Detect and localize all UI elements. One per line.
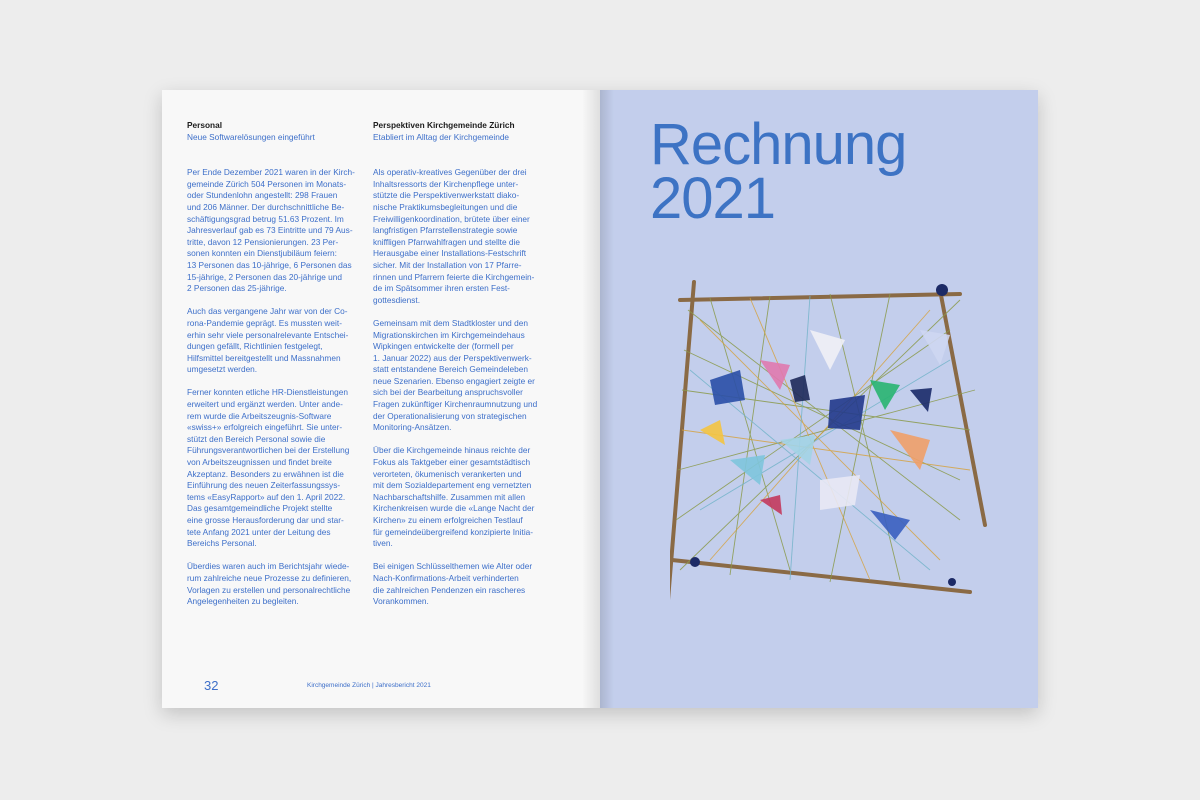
- page-number: 32: [204, 678, 219, 693]
- paragraph: Überdies waren auch im Berichtsjahr wiede- rum zahlreiche neue Prozesse zu definieren, Vorlagen zu erstellen und personalrechtliche Angelegenheiten zu begleiten.: [187, 561, 352, 607]
- column-perspektiven: [373, 120, 551, 619]
- section-heading: Perspektiven Kirchgemeinde Zürich: [373, 120, 515, 130]
- title-line-2: 2021: [650, 166, 776, 231]
- column-personal: [187, 120, 365, 619]
- page-footer: Kirchgemeinde Zürich | Jahresbericht 2021: [307, 682, 431, 689]
- right-page: [600, 90, 1038, 708]
- brochure-spread: [162, 90, 1038, 708]
- section-heading: Personal: [187, 120, 223, 130]
- paragraph: Als operativ-kreatives Gegenüber der drei Inhaltsressorts der Kirchenpflege unter- stützte die Perspektivenwerkstatt diako- nische Praktikumsbegleitungen und die Freiwilligenkoordination, brütete über einer langfristigen Pfarrstellenstrategie sowie kniffligen Pfarrwahlfragen und stellte die Herausgabe einer Installations-Festschrift sicher. Mit der Installation von 17 Pfarre- rinnen und Pfarrern feierte die Kirchgemein- de im Spätsommer ihren ersten Fest- gottesdienst.: [373, 167, 535, 305]
- paragraph: Bei einigen Schlüsselthemen wie Alter oder Nach-Konfirmations-Arbeit verhinderten die zahlreichen Pendenzen ein rascheres Vorankommen.: [373, 561, 533, 607]
- page-title: [650, 112, 907, 231]
- section-subheading: Neue Softwarelösungen eingeführt: [187, 131, 315, 142]
- paragraph: Auch das vergangene Jahr war von der Co- rona-Pandemie geprägt. Es mussten weit- erhin sehr viele personalrelevante Entschei- dungen gefällt, Richtlinien festgelegt, Hilfsmittel bereitgestellt und Massnahmen umgesetzt werden.: [187, 306, 349, 375]
- string-art-photo: [670, 270, 990, 610]
- paragraph: Gemeinsam mit dem Stadtkloster und den Migrationskirchen im Kirchgemeindehaus Wipkingen entwickelte der (formell per 1. Januar 2022) aus der Perspektivenwerk- statt entstandene Bereich Gemeindeleben neue Szenarien. Ebenso engagiert zeigte er sich bei der Bearbeitung anspruchsvoller Fragen zukünftiger Kirchenraumnutzung und der Operationalisierung von strategischen Monitoring-Ansätzen.: [373, 317, 538, 433]
- paragraph: Ferner konnten etliche HR-Dienstleistungen erweitert und ergänzt werden. Unter ande- rem wurde die Arbeitszeugnis-Software «swiss+» erfolgreich eingeführt. Sie unter- stützt den Bereich Personal sowie die Führungsverantwortlichen bei der Erstellung von Arbeitszeugnissen und findet breite Akzeptanz. Besonders zu erwähnen ist die Einführung des neuen Zeiterfassungssys- tems «EasyRapport» auf den 1. April 2022. Das gesamtgemeindliche Projekt stellte eine grosse Herausforderung dar und star- tete Anfang 2021 unter der Leitung des Bereichs Personal.: [187, 387, 350, 549]
- left-page: [162, 90, 600, 708]
- title-line-1: Rechnung: [650, 112, 907, 177]
- paragraph: Per Ende Dezember 2021 waren in der Kirch- gemeinde Zürich 504 Personen im Monats- oder Stundenlohn angestellt: 298 Frauen und 206 Männer. Der durchschnittliche Be- schäftigungsgrad betrug 51.63 Prozent. Im Jahresverlauf gab es 73 Eintritte und 79 Aus- tritte, davon 12 Pensionierungen. 23 Per- sonen konnten ein Dienstjubiläum feiern: 13 Personen das 10-jährige, 6 Personen das 15-jährige, 2 Personen das 20-jährige und 2 Personen das 25-jährige.: [187, 167, 355, 294]
- paragraph: Über die Kirchgemeinde hinaus reichte der Fokus als Taktgeber einer gesamtstädtisch verorteten, ökumenisch verankerten und mit dem Sozialdepartement eng vernetzten Nachbarschaftshilfe. Zusammen mit allen Kirchenkreisen wurde die «Lange Nacht der Kirchen» zu einem erfolgreichen Testlauf für gemeindeübergreifend konzipierte Initia- tiven.: [373, 445, 535, 549]
- section-subheading: Etabliert im Alltag der Kirchgemeinde: [373, 131, 510, 142]
